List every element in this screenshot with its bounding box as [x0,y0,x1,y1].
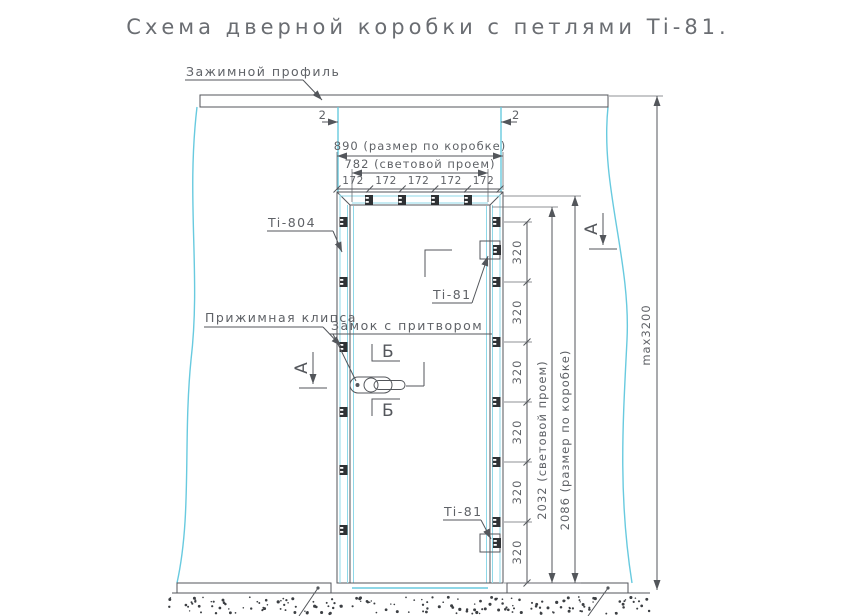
dim-frame-width-value: 890 (размер по коробке) [333,139,507,153]
wall-right [607,107,632,583]
dim-light-height [492,207,558,583]
clips-right-jamb [493,217,501,527]
dim-light-height-value: 2032 (световой проем) [535,360,549,520]
dim-gap-right [501,108,520,122]
dim-max-height-value: max3200 [639,304,653,366]
dim-172-3: 172 [407,175,430,187]
dim-side-spacing [504,219,532,587]
section-a-left [292,352,327,388]
door-frame [337,192,503,583]
section-b-bottom [372,399,400,421]
callout-hinge-top [432,256,488,303]
callout-ti804 [267,215,342,252]
section-a-left-letter: А [292,362,312,374]
dim-172-5: 172 [472,175,495,187]
floor-texture [168,596,650,615]
ti804-label: Ti-804 [268,215,317,230]
dim-light-width-value: 782 (световой проем) [344,157,496,171]
dim-320-1: 320 [510,239,524,265]
lock-label: Замок с притвором [331,318,484,333]
dim-frame-height-value: 2086 (размер по коробке) [558,349,572,531]
dim-320-4: 320 [510,419,524,445]
drawing-title: Схема дверной коробки с петлями Ti-81. [126,15,730,39]
wall-left [177,107,197,583]
dim-max-height [609,96,663,590]
clamp-profile-bar [200,95,608,107]
section-b-bottom-letter: Б [382,401,394,421]
dim-172-4: 172 [440,175,462,187]
callout-lock [330,318,492,381]
dim-320-3: 320 [510,359,524,385]
section-a-right [582,213,617,249]
baseboard-left [177,583,331,593]
dim-gap-right-value: 2 [512,108,521,122]
hinge-top-label: Ti-81 [433,287,472,302]
door-leaf [350,206,490,588]
dim-320-6: 320 [510,539,524,565]
corner-mark-hinge [425,250,452,277]
dim-top-spacing [334,175,504,193]
dim-gap-left-value: 2 [318,108,327,122]
hinge-bottom-label: Ti-81 [444,504,483,519]
dim-172-1: 172 [342,175,364,187]
section-a-right-letter: А [582,223,602,235]
pressure-clip-label: Прижимная клипса [205,310,357,325]
section-b-top-letter: Б [382,342,394,362]
lock-symbol [350,377,424,393]
clamp-profile-label: Зажимной профиль [186,64,341,79]
dim-172-2: 172 [375,175,397,187]
dim-gap-left [319,108,338,122]
dim-320-5: 320 [510,479,524,505]
clips-left-jamb [340,217,348,535]
section-b-top [372,342,400,362]
dim-320-2: 320 [510,299,524,325]
